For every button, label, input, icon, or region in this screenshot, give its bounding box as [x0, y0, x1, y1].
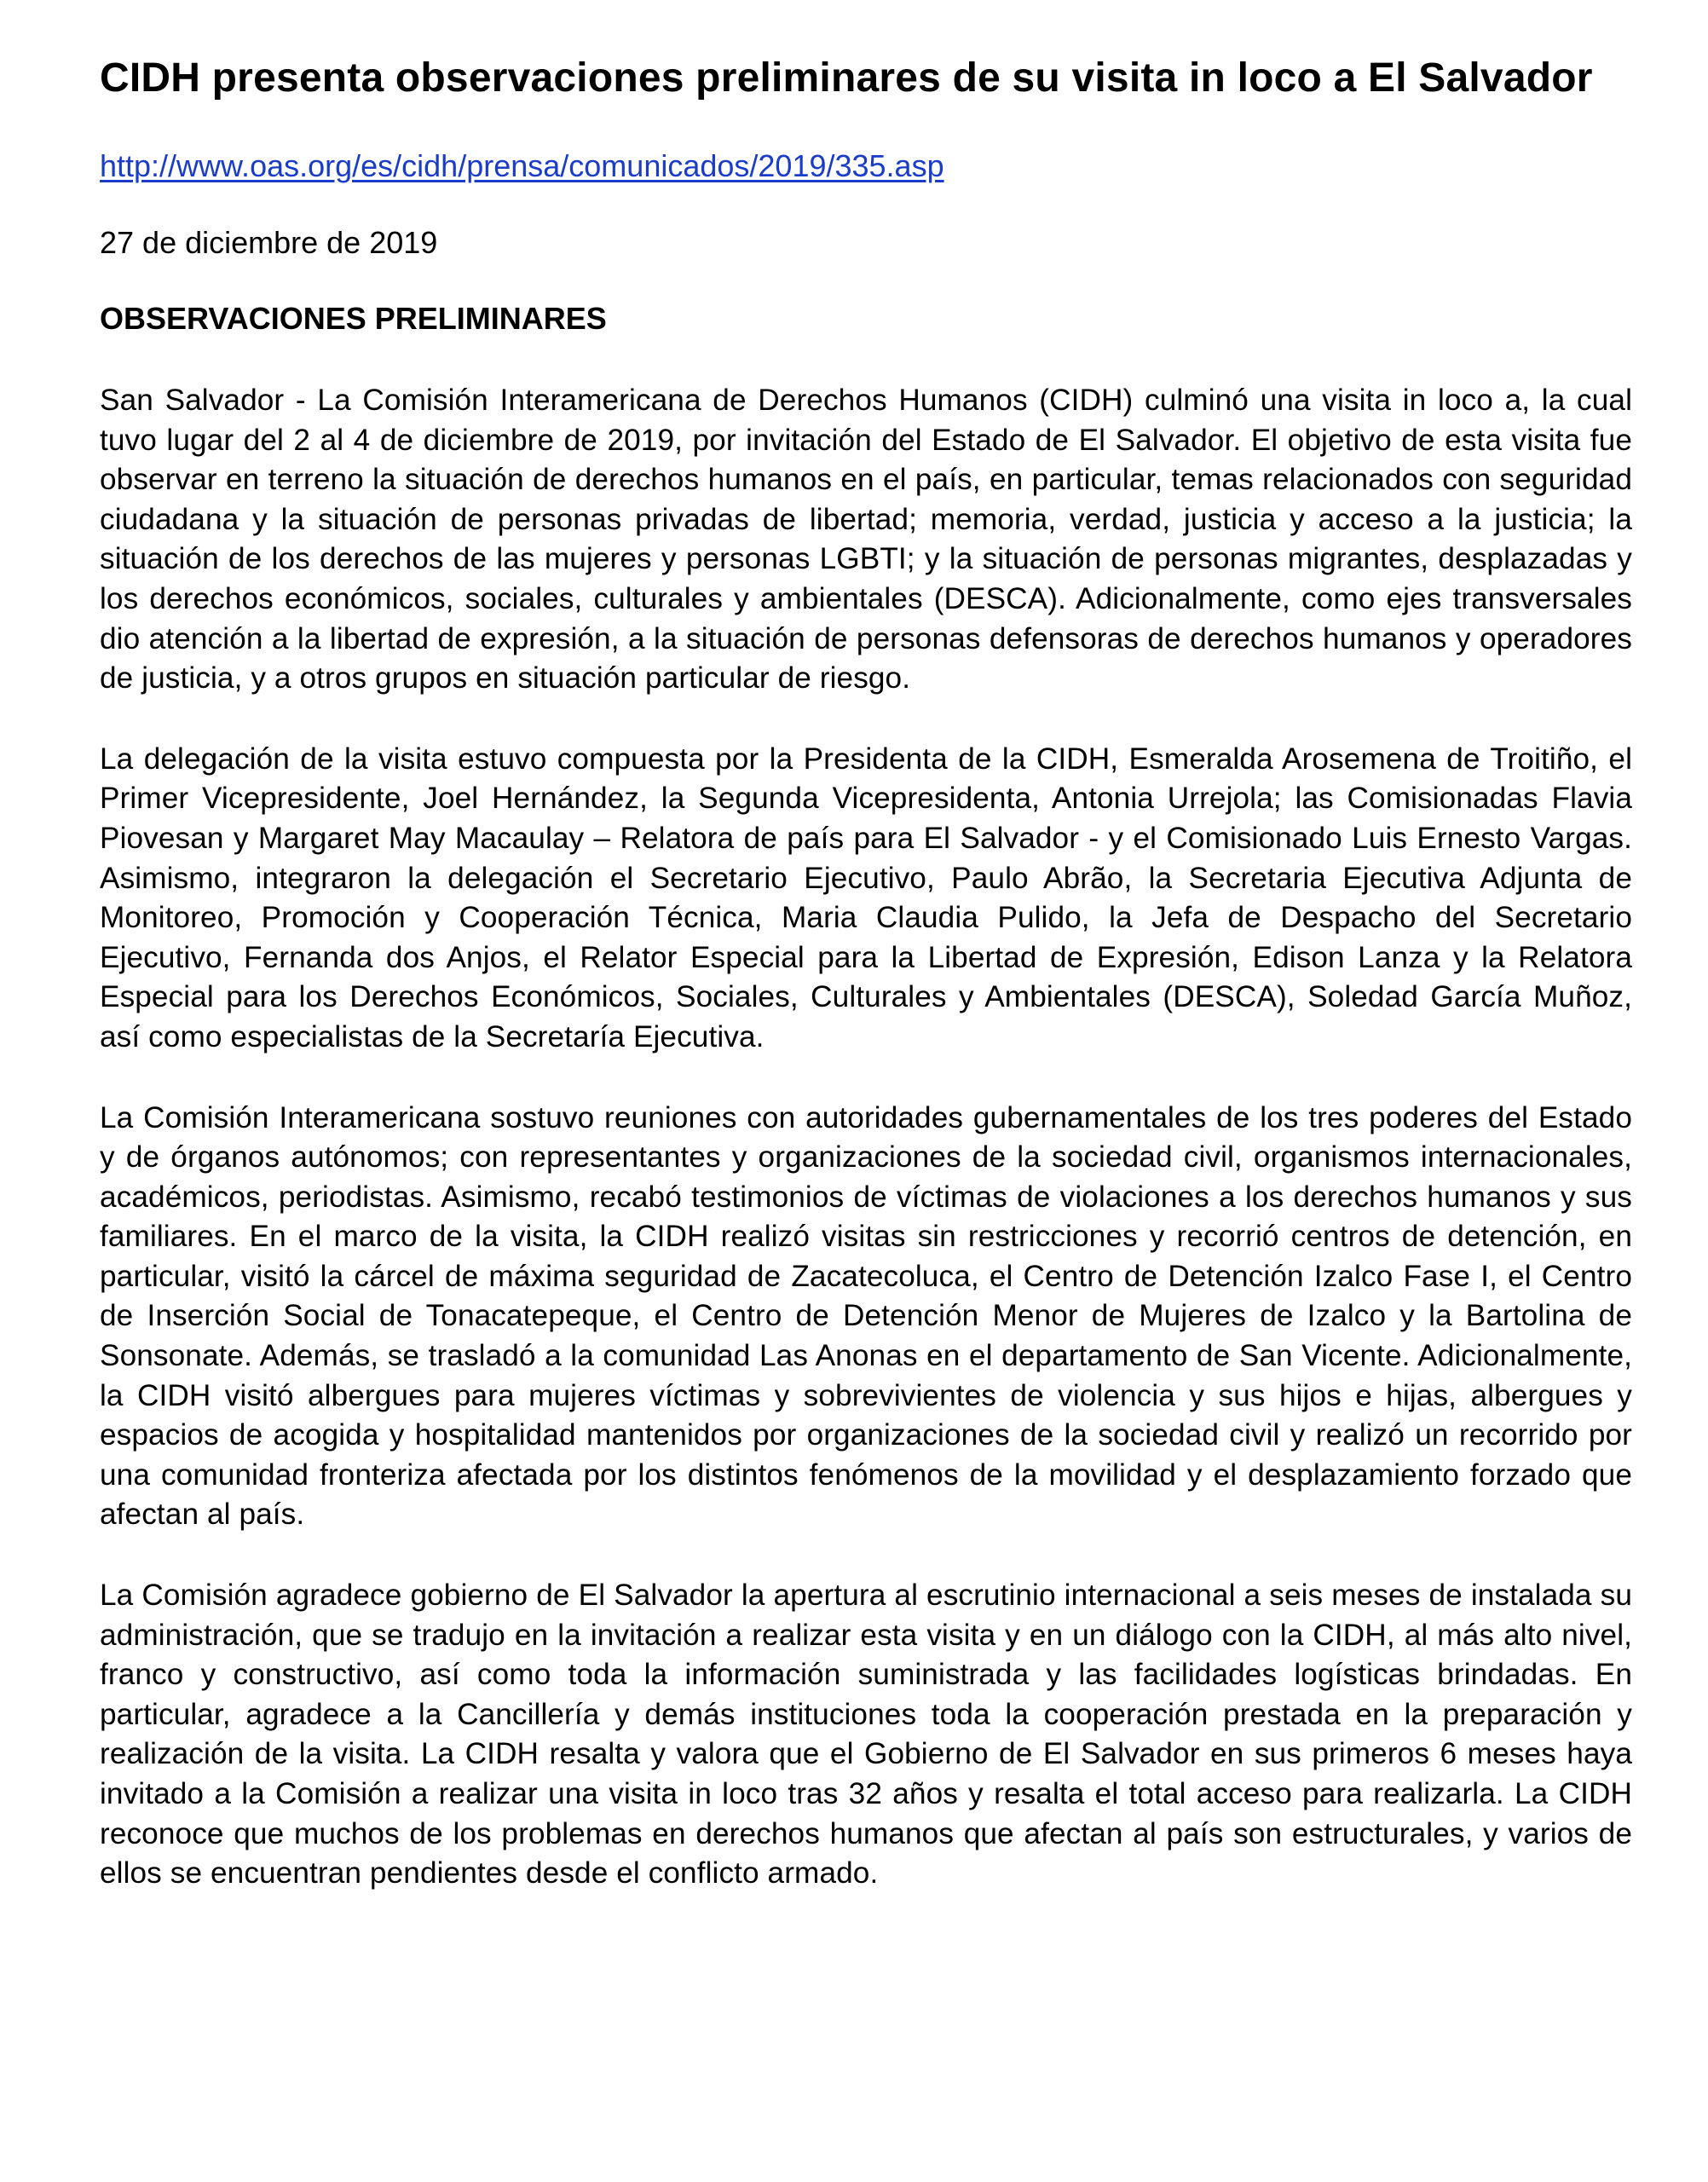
body-paragraph: La delegación de la visita estuvo compuesta por la Presidenta de la CIDH, Esmeralda Arosemena de Troitiño, el Primer Vicepresidente, Joel Hernández, la Segunda Vicepresidenta, Antonia Urrejola; las Comisionadas Flavia Piovesan y Margaret May Macaulay – Relatora de país para El Salvador - y el Comisionado Luis Ernesto Vargas. Asimismo, integraron la delegación el Secretario Ejecutivo, Paulo Abrão, la Secretaria Ejecutiva Adjunta de Monitoreo, Promoción y Cooperación Técnica, Maria Claudia Pulido, la Jefa de Despacho del Secretario Ejecutivo, Fernanda dos Anjos, el Relator Especial para la Libertad de Expresión, Edison Lanza y la Relatora Especial para los Derechos Económicos, Sociales, Culturales y Ambientales (DESCA), Soledad García Muñoz, así como especialistas de la Secretaría Ejecutiva.	[100, 742, 1632, 1053]
section-heading: OBSERVACIONES PRELIMINARES	[100, 301, 607, 336]
source-link[interactable]: http://www.oas.org/es/cidh/prensa/comunicados/2019/335.asp	[100, 148, 944, 183]
page-title: CIDH presenta observaciones preliminares de su visita in loco a El Salvador	[100, 55, 1593, 101]
body-paragraph: San Salvador - La Comisión Interamericana de Derechos Humanos (CIDH) culminó una visita in loco a, la cual tuvo lugar del 2 al 4 de diciembre de 2019, por invitación del Estado de El Salvador. El objetivo de esta visita fue observar en terreno la situación de derechos humanos en el país, en particular, temas relacionados con seguridad ciudadana y la situación de personas privadas de libertad; memoria, verdad, justicia y acceso a la justicia; la situación de los derechos de las mujeres y personas LGBTI; y la situación de personas migrantes, desplazadas y los derechos económicos, sociales, culturales y ambientales (DESCA). Adicionalmente, como ejes transversales dio atención a la libertad de expresión, a la situación de personas defensoras de derechos humanos y operadores de justicia, y a otros grupos en situación particular de riesgo.	[100, 384, 1632, 696]
document-page	[100, 53, 1632, 1894]
source-url-line	[100, 147, 1632, 185]
publication-date: 27 de diciembre de 2019	[100, 225, 438, 260]
body-paragraph: La Comisión agradece gobierno de El Salvador la apertura al escrutinio internacional a seis meses de instalada su administración, que se tradujo en la invitación a realizar esta visita y en un diálogo con la CIDH, al más alto nivel, franco y constructivo, así como toda la información suministrada y las facilidades logísticas brindadas. En particular, agradece a la Cancillería y demás instituciones toda la cooperación prestada en la preparación y realización de la visita. La CIDH resalta y valora que el Gobierno de El Salvador en sus primeros 6 meses haya invitado a la Comisión a realizar una visita in loco tras 32 años y resalta el total acceso para realizarla. La CIDH reconoce que muchos de los problemas en derechos humanos que afectan al país son estructurales, y varios de ellos se encuentran pendientes desde el conflicto armado.	[100, 1579, 1632, 1890]
body-paragraph: La Comisión Interamericana sostuvo reuniones con autoridades gubernamentales de los tres poderes del Estado y de órganos autónomos; con representantes y organizaciones de la sociedad civil, organismos internacionales, académicos, periodistas. Asimismo, recabó testimonios de víctimas de violaciones a los derechos humanos y sus familiares. En el marco de la visita, la CIDH realizó visitas sin restricciones y recorrió centros de detención, en particular, visitó la cárcel de máxima seguridad de Zacatecoluca, el Centro de Detención Izalco Fase I, el Centro de Inserción Social de Tonacatepeque, el Centro de Detención Menor de Mujeres de Izalco y la Bartolina de Sonsonate. Además, se trasladó a la comunidad Las Anonas en el departamento de San Vicente. Adicionalmente, la CIDH visitó albergues para mujeres víctimas y sobrevivientes de violencia y sus hijos e hijas, albergues y espacios de acogida y hospitalidad mantenidos por organizaciones de la sociedad civil y realizó un recorrido por una comunidad fronteriza afectada por los distintos fenómenos de la movilidad y el desplazamiento forzado que afectan al país.	[100, 1100, 1632, 1532]
